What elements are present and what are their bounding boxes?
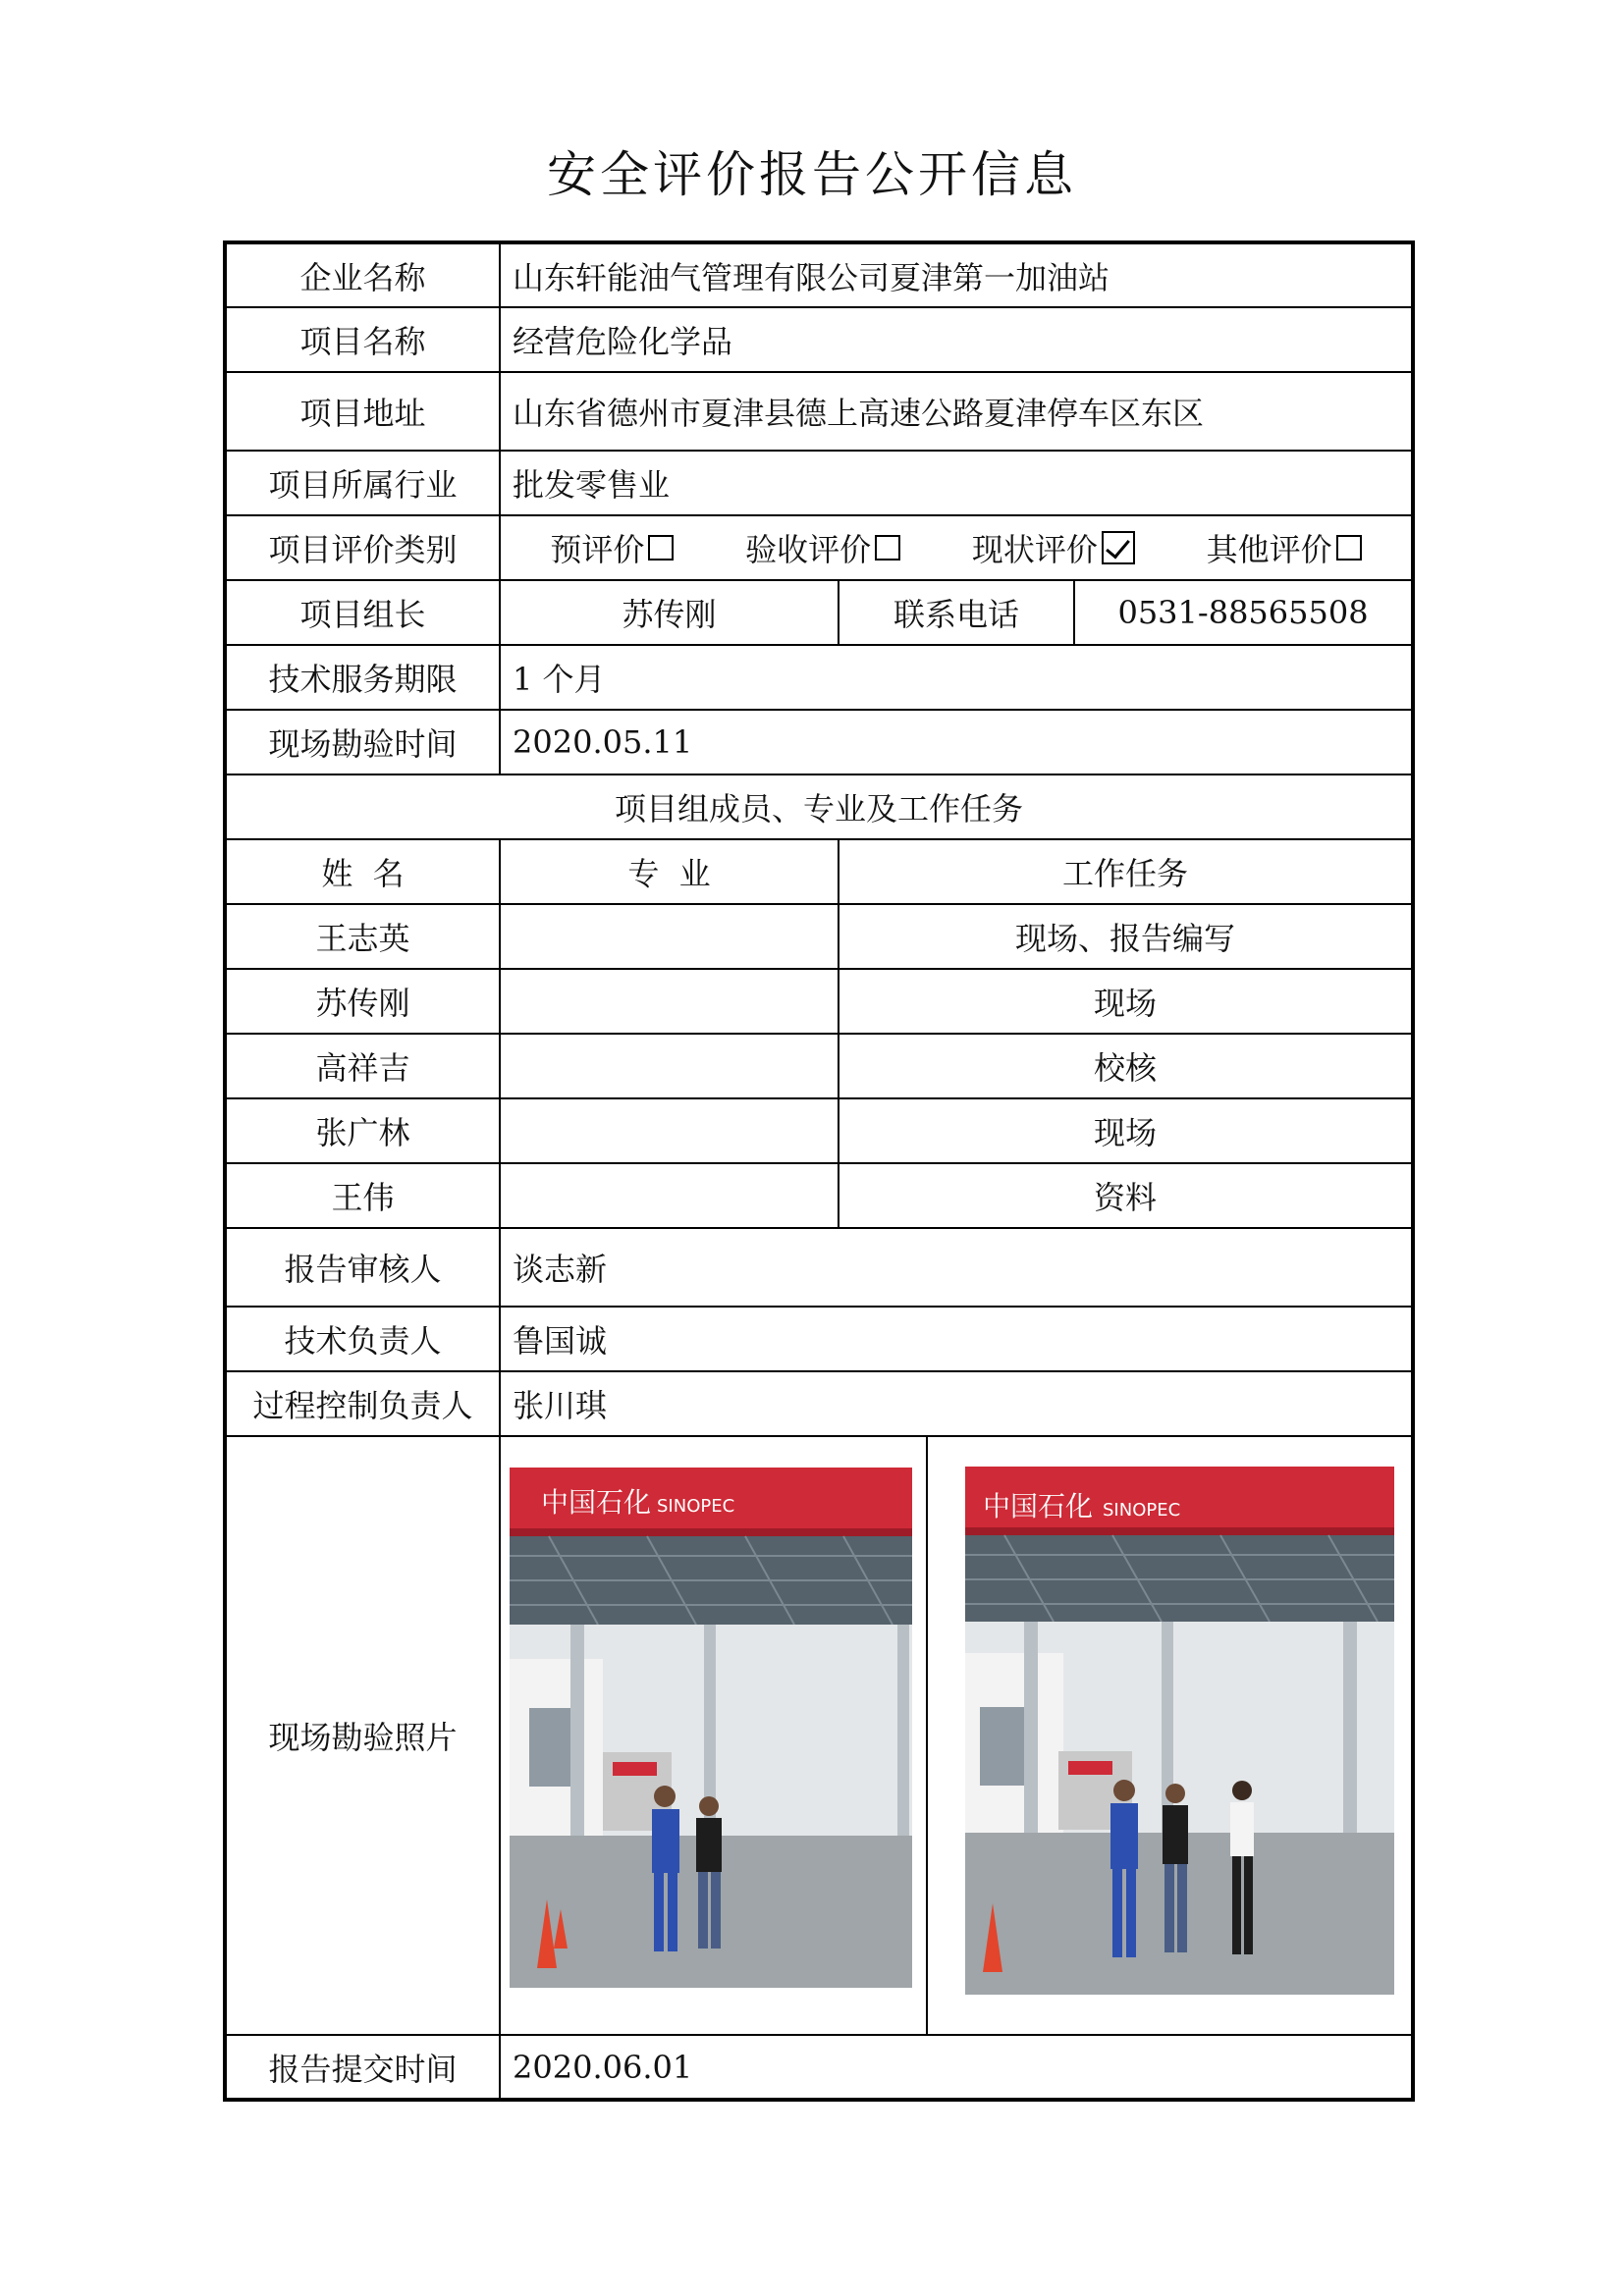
row-members-header [225,839,1413,904]
member-row [225,969,1413,1034]
member-task: 资料 [839,1163,1413,1228]
project-name-value: 经营危险化学品 [500,307,1413,372]
leader-label: 项目组长 [225,580,500,645]
leader-value: 苏传刚 [500,580,839,645]
member-task: 校核 [839,1034,1413,1098]
member-row [225,904,1413,969]
service-period-value: 1 个月 [500,645,1413,710]
row-eval-type [225,515,1413,580]
process-lead-label: 过程控制负责人 [225,1371,500,1436]
member-name: 高祥吉 [225,1034,500,1098]
survey-time-value: 2020.05.11 [500,710,1413,774]
eval-option-acceptance-label: 验收评价 [745,531,872,568]
site-photo-2-image [965,1467,1394,1995]
member-row [225,1163,1413,1228]
page-title: 安全评价报告公开信息 [547,146,1077,203]
member-task: 现场 [839,969,1413,1034]
member-row [225,1034,1413,1098]
reviewer-label: 报告审核人 [225,1228,500,1307]
process-lead-value: 张川琪 [500,1371,1413,1436]
eval-option-pre-checkbox[interactable] [648,535,674,561]
eval-option-other-label: 其他评价 [1206,531,1332,568]
eval-option-pre [550,525,674,570]
eval-option-status [972,525,1135,570]
member-name: 王伟 [225,1163,500,1228]
row-industry [225,451,1413,515]
member-task: 现场、报告编写 [839,904,1413,969]
row-survey-time [225,710,1413,774]
members-header-name: 姓 名 [225,839,500,904]
eval-option-status-label: 现状评价 [971,531,1098,568]
eval-type-label: 项目评价类别 [225,515,500,580]
eval-option-acceptance [745,525,900,570]
tech-lead-label: 技术负责人 [225,1307,500,1371]
site-photo-2 [965,1467,1394,1995]
sign-cn-1: 中国石化 [541,1486,652,1519]
row-company [225,242,1413,307]
member-major [500,1034,839,1098]
row-project-name [225,307,1413,372]
row-members-section [225,774,1413,839]
phone-value: 0531-88565508 [1074,580,1413,645]
site-photo-1 [510,1468,912,1988]
company-label: 企业名称 [225,242,500,307]
phone-label: 联系电话 [839,580,1074,645]
submit-time-label: 报告提交时间 [225,2035,500,2100]
eval-option-acceptance-checkbox[interactable] [875,535,900,561]
member-major [500,904,839,969]
member-task: 现场 [839,1098,1413,1163]
members-header-task: 工作任务 [839,839,1413,904]
eval-option-pre-label: 预评价 [550,531,645,568]
site-photo-1-image [510,1468,912,1988]
members-header-major: 专 业 [500,839,839,904]
row-service-period [225,645,1413,710]
tech-lead-value: 鲁国诚 [500,1307,1413,1371]
survey-time-label: 现场勘验时间 [225,710,500,774]
project-address-value: 山东省德州市夏津县德上高速公路夏津停车区东区 [500,372,1413,451]
member-major [500,1163,839,1228]
reviewer-value: 谈志新 [500,1228,1413,1307]
submit-time-value: 2020.06.01 [500,2035,1413,2100]
project-name-label: 项目名称 [225,307,500,372]
row-tech-lead [225,1307,1413,1371]
member-name: 王志英 [225,904,500,969]
sign-en-2: SINOPEC [1103,1500,1181,1521]
members-section-title: 项目组成员、专业及工作任务 [225,774,1413,839]
sign-en-1: SINOPEC [657,1496,735,1517]
eval-option-other [1207,525,1362,570]
industry-label: 项目所属行业 [225,451,500,515]
eval-type-options [500,515,1413,580]
member-name: 苏传刚 [225,969,500,1034]
photos-label: 现场勘验照片 [225,1436,500,2035]
eval-option-status-checkbox[interactable] [1102,531,1135,564]
row-process-lead [225,1371,1413,1436]
member-major [500,1098,839,1163]
eval-option-other-checkbox[interactable] [1336,535,1362,561]
sign-cn-2: 中国石化 [983,1490,1094,1522]
company-value: 山东轩能油气管理有限公司夏津第一加油站 [500,242,1413,307]
member-row [225,1098,1413,1163]
member-name: 张广林 [225,1098,500,1163]
service-period-label: 技术服务期限 [225,645,500,710]
member-major [500,969,839,1034]
row-submit-time [225,2035,1413,2100]
row-reviewer [225,1228,1413,1307]
project-address-label: 项目地址 [225,372,500,451]
row-project-address [225,372,1413,451]
industry-value: 批发零售业 [500,451,1413,515]
row-leader [225,580,1413,645]
